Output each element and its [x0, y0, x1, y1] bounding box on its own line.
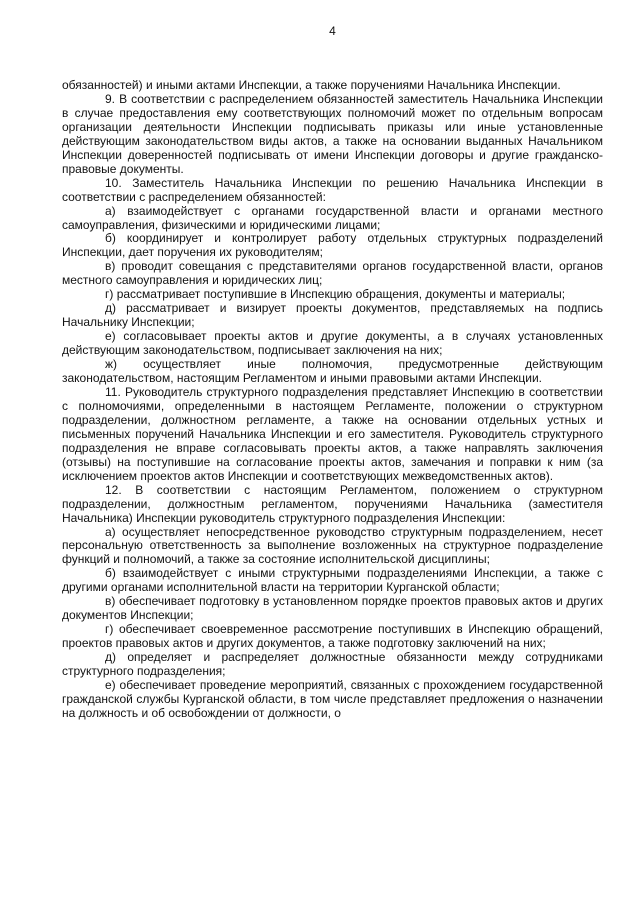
subitem-10-zh: ж) осуществляет иные полномочия, предусмотренные действующим законодательством, настоящим Регламентом и иными правовыми актами Инспекции.: [62, 357, 603, 386]
document-body: [62, 79, 603, 721]
subitem-10-b: б) координирует и контролирует работу отдельных структурных подразделений Инспекции, дает поручения их руководителям;: [62, 231, 603, 260]
paragraph-item-10: 10. Заместитель Начальника Инспекции по решению Начальника Инспекции в соответствии с распределением обязанностей:: [62, 175, 603, 204]
paragraph-item-12: 12. В соответствии с настоящим Регламентом, положением о структурном подразделении, должностным регламентом, поручениями Начальника (заместителя Начальника) Инспекции руководитель структурного подразделения Инспекции:: [62, 482, 603, 525]
subitem-10-d: д) рассматривает и визирует проекты документов, представляемых на подпись Начальнику Инспекции;: [62, 301, 603, 330]
subitem-12-b: б) взаимодействует с иными структурными подразделениями Инспекции, а также с другими органами исполнительной власти на территории Курганской области;: [62, 566, 603, 595]
subitem-10-e: е) согласовывает проекты актов и другие документы, а в случаях установленных действующим законодательством, подписывает заключения на них;: [62, 329, 603, 358]
subitem-10-g: г) рассматривает поступившие в Инспекцию обращения, документы и материалы;: [105, 287, 566, 302]
document-page: [62, 0, 603, 905]
paragraph-item-9: 9. В соответствии с распределением обязанностей заместитель Начальника Инспекции в случае предоставления ему соответствующих полномочий может по отдельным вопросам организации деятельности Инспекции подписывать приказы или иные установленные действующим законодательством виды актов, а также на основании выданных Начальником Инспекции доверенностей подписывать от имени Инспекции договоры и другие гражданско-правовые документы.: [62, 91, 603, 176]
paragraph-item-11: 11. Руководитель структурного подразделения представляет Инспекцию в соответствии с полномочиями, определенными в настоящем Регламенте, положении о структурном подразделении, должностном регламенте, а также на основании отдельных устных и письменных поручений Начальника Инспекции и его заместителя. Руководитель структурного подразделения не вправе согласовывать проекты актов, а также направлять заключения (отзывы) на поступившие на согласование проекты актов, замечания и поправки к ним (за исключением проектов актов Инспекции и соответствующих межведомственных актов).: [62, 384, 603, 483]
subitem-12-g: г) обеспечивает своевременное рассмотрение поступивших в Инспекцию обращений, проектов правовых актов и других документов, а также подготовку заключений на них;: [62, 622, 603, 651]
subitem-12-d: д) определяет и распределяет должностные обязанности между сотрудниками структурного подразделения;: [62, 650, 603, 679]
subitem-12-v: в) обеспечивает подготовку в установленном порядке проектов правовых актов и других документов Инспекции;: [62, 594, 603, 623]
subitem-12-a: а) осуществляет непосредственное руководство структурным подразделением, несет персональную ответственность за выполнение возложенных на структурное подразделение функций и полномочий, а также за состояние исполнительской дисциплины;: [62, 524, 603, 567]
subitem-12-e: е) обеспечивает проведение мероприятий, связанных с прохождением государственной гражданской службы Курганской области, в том числе представляет предложения о назначении на должность и об освобождении от должности, о: [62, 677, 603, 720]
subitem-10-a: а) взаимодействует с органами государственной власти и органами местного самоуправления, физическими и юридическими лицами;: [62, 203, 603, 232]
page-number: 4: [329, 24, 336, 38]
subitem-10-v: в) проводит совещания с представителями органов государственной власти, органов местного самоуправления и юридических лиц;: [62, 259, 603, 288]
paragraph-continuation: обязанностей) и иными актами Инспекции, а также поручениями Начальника Инспекции.: [62, 78, 561, 92]
